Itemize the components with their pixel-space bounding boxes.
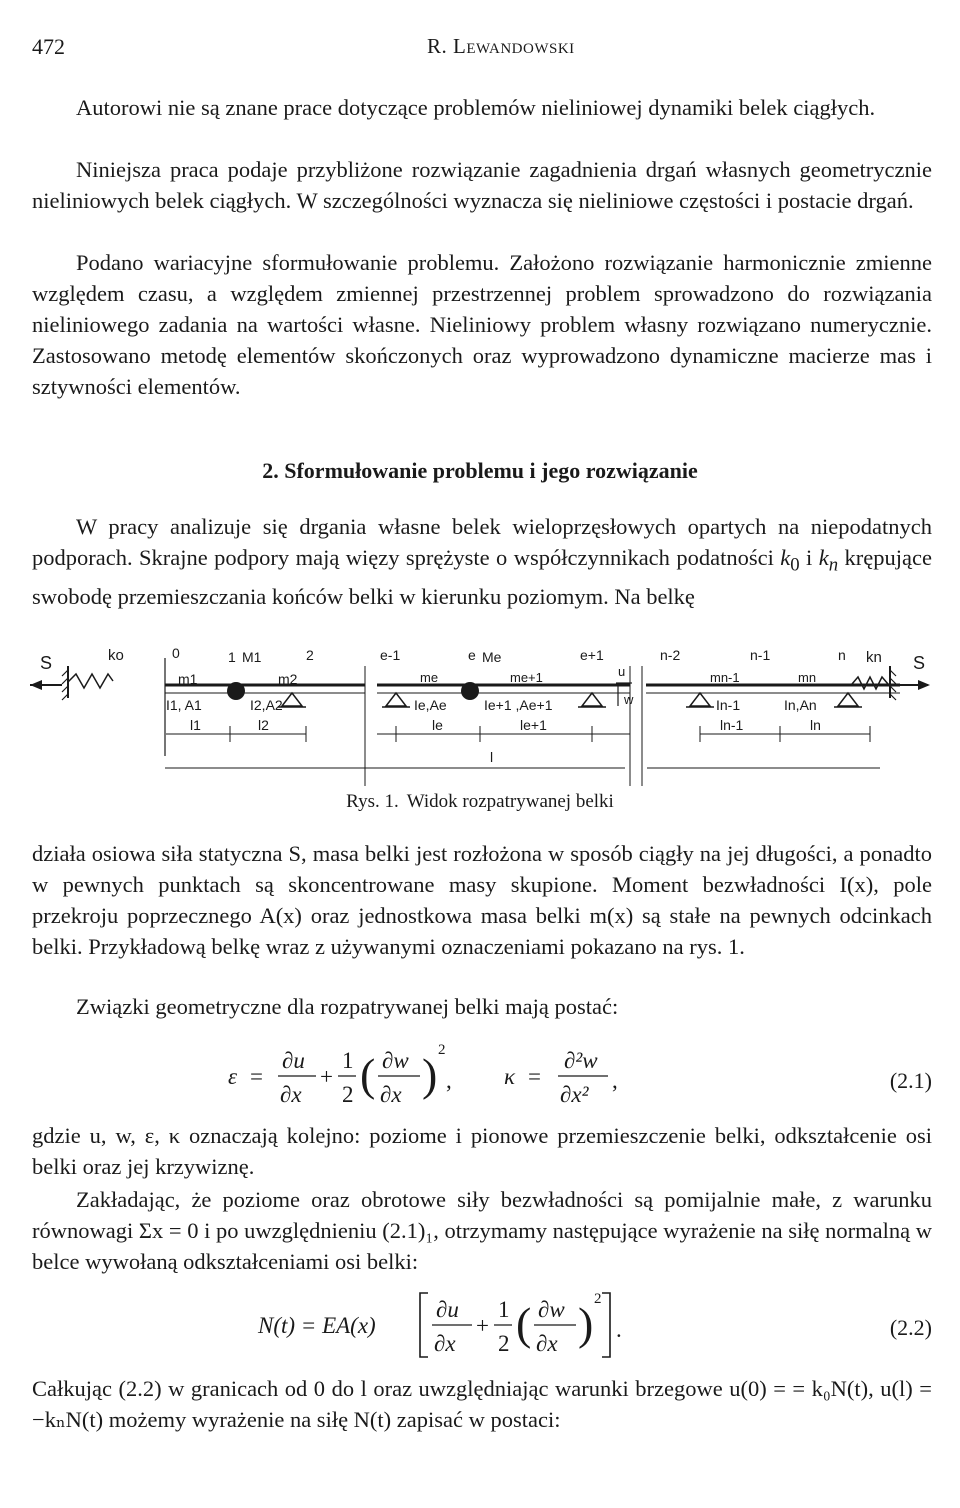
section-text-conj: i: [799, 545, 819, 570]
label-I1A1: I1, A1: [166, 697, 202, 713]
eq2-plus: +: [476, 1313, 489, 1338]
label-l1: l1: [190, 717, 201, 733]
section-heading: 2. Sformułowanie problemu i jego rozwiązanie: [262, 458, 698, 483]
eq1-comma-2: ,: [612, 1068, 618, 1093]
equation-2-2-body: [0, 1283, 960, 1367]
mass-M1: [227, 682, 245, 700]
figure-caption: [0, 791, 960, 813]
eq2-one: 1: [498, 1297, 510, 1322]
eq1-square: 2: [438, 1042, 446, 1058]
support-2: [282, 693, 302, 706]
body-paragraph-5: [32, 1373, 932, 1435]
label-IeAe: Ie,Ae: [414, 697, 447, 713]
eq1-plus: +: [320, 1064, 333, 1089]
body-text-2: Związki geometryczne dla rozpatrywanej belki mają postać:: [76, 994, 619, 1019]
eq2-du: ∂u: [436, 1297, 459, 1322]
eq1-lparen: (: [360, 1049, 376, 1100]
body-paragraph-3: [32, 1120, 932, 1182]
label-mn: mn: [798, 670, 817, 685]
body-text-4: Zakładając, że poziome oraz obrotowe siły bezwładności są pomijalnie małe, z warunku równowagi Σx = 0 i po uwzględnieniu (2.1)₁, otrzymamy następujące wyrażenie na siłę normalną w belce wywołaną odkształceniami osi belki:: [32, 1187, 932, 1274]
label-ln: ln: [810, 717, 821, 733]
author-surname: Lewandowski: [453, 34, 575, 58]
support-e-minus: [386, 693, 406, 706]
body-text-3: gdzie u, w, ε, κ oznaczają kolejno: poziome i pionowe przemieszczenie belki, odkształcenie osi belki oraz jej krzywiznę.: [32, 1123, 932, 1179]
spring-kn: [852, 677, 888, 689]
spring-k0: [68, 674, 113, 688]
eq2-rbracket: [602, 1293, 610, 1357]
body-text-1: działa osiowa siła statyczna S, masa belki jest rozłożona w sposób ciągły na jej długości, a ponadto w pewnych punktach są skoncentrowane masy skupione. Moment bezwładności I(x), pole przekroju poprzecznego A(x) oraz jednostkowa masa belki m(x) są stałe na pewnych odcinkach belki. Przykładową belkę wraz z używanymi oznaczeniami pokazano na rys. 1.: [32, 841, 932, 959]
eq2-dx: ∂x: [434, 1331, 456, 1356]
label-node-0: 0: [172, 645, 180, 661]
label-Me: Me: [482, 649, 502, 665]
eq2-lparen: (: [516, 1298, 532, 1349]
label-e: e: [468, 647, 476, 663]
beam-figure: [20, 636, 940, 796]
label-k0: ko: [108, 647, 124, 664]
intro-paragraph-3: [32, 247, 932, 402]
label-ln1: ln-1: [720, 717, 744, 733]
equation-2-1-svg: [220, 1040, 740, 1112]
intro-text-1: Autorowi nie są znane prace dotyczące problemów nieliniowej dynamiki belek ciągłych.: [76, 95, 876, 120]
section-paragraph-1: [32, 511, 932, 612]
equation-2-1-number: (2.1): [889, 1068, 932, 1093]
eq2-rparen: ): [578, 1298, 594, 1349]
label-m1: m1: [178, 671, 198, 687]
eq1-eq: =: [250, 1064, 263, 1089]
mass-Me: [461, 682, 479, 700]
intro-paragraph-1: [32, 92, 932, 123]
label-w: w: [624, 692, 634, 707]
symbol-k0: k: [780, 545, 791, 570]
eq1-d2w: ∂²w: [564, 1048, 598, 1073]
label-l: l: [490, 749, 494, 765]
author-initial: R.: [427, 34, 448, 58]
label-n-minus2: n-2: [660, 647, 681, 663]
label-kn: kn: [866, 649, 882, 666]
label-node-2: 2: [306, 647, 314, 663]
label-n: n: [838, 647, 846, 663]
eq1-du: ∂u: [282, 1048, 305, 1073]
label-s-left: S: [40, 653, 53, 673]
section-text-1a: W pracy analizuje się drgania własne belek wieloprzęsłowych opartych na niepodatnych podporach. Skrajne podpory mają więzy sprężyste o współczynnikach podatności: [32, 514, 932, 570]
equation-2-2-svg: [250, 1283, 710, 1367]
label-me: me: [420, 670, 439, 685]
label-In1: In-1: [716, 697, 741, 713]
label-le1: le+1: [520, 717, 547, 733]
running-header: [32, 34, 930, 64]
label-l2: l2: [258, 717, 269, 733]
eq1-rparen: ): [422, 1049, 438, 1100]
body-text-5: Całkując (2.2) w granicach od 0 do l oraz uwzględniając warunki brzegowe u(0) = = k₀N(t), u(l) = −kₙN(t) możemy wyrażenie na siłę N(t) zapisać w postaci:: [32, 1376, 932, 1432]
eq1-dx2: ∂x²: [560, 1082, 589, 1107]
running-author: [427, 34, 575, 59]
label-e-minus: e-1: [380, 647, 401, 663]
label-m2: m2: [278, 671, 298, 687]
eq1-kappa: κ: [504, 1064, 516, 1089]
label-I2A2: I2,A2: [250, 697, 283, 713]
symbol-kn-sub: n: [828, 554, 839, 576]
intro-text-2: Niniejsza praca podaje przybliżone rozwiązanie zagadnienia drgań własnych geometrycznie nieliniowych belek ciągłych. W szczególności wyznacza się nieliniowe częstości i postacie drgań.: [32, 157, 932, 213]
label-n-minus1: n-1: [750, 647, 771, 663]
page-number: 472: [32, 34, 65, 59]
symbol-kn: k: [818, 545, 829, 570]
label-node-1: 1: [228, 649, 236, 665]
label-InAn: In,An: [784, 697, 817, 713]
section-text-1: [32, 511, 932, 612]
equation-2-1: [0, 1040, 960, 1112]
equation-2-2: [0, 1283, 960, 1367]
eq2-dw: ∂w: [538, 1297, 565, 1322]
eq2-lhs: N(t) = EA(x): [258, 1313, 376, 1338]
eq2-square: 2: [594, 1291, 602, 1307]
support-e-plus: [582, 693, 602, 706]
label-mn1: mn-1: [710, 670, 740, 685]
body-paragraph-4: [32, 1184, 932, 1277]
eq1-dx: ∂x: [280, 1082, 302, 1107]
force-s-right-arrowhead: [918, 680, 930, 690]
label-s-right: S: [913, 653, 926, 673]
label-me1: me+1: [510, 670, 543, 685]
eq1-dw: ∂w: [382, 1048, 409, 1073]
body-paragraph-1: [32, 838, 932, 962]
label-M1: M1: [242, 649, 262, 665]
label-Ie1Ae1: Ie+1 ,Ae+1: [484, 697, 553, 713]
body-paragraph-2: [32, 991, 932, 1022]
equation-2-2-number: (2.2): [889, 1315, 932, 1340]
eq2-dx-2: ∂x: [536, 1331, 558, 1356]
intro-text-3: Podano wariacyjne sformułowanie problemu. Założono rozwiązanie harmonicznie zmienne względem czasu, a względem zmiennej przestrzennej problem sprowadzono do rozwiązania nieliniowego zadania na wartości własne. Nieliniowy problem własny rozwiązano numerycznie. Zastosowano metodę elementów skończonych oraz wyprowadzono dynamiczne macierze mas i sztywności elementów.: [32, 250, 932, 399]
force-s-left-arrowhead: [30, 680, 42, 690]
eq2-lbracket: [420, 1293, 428, 1357]
label-le: le: [432, 717, 443, 733]
eq1-comma: ,: [446, 1068, 452, 1093]
support-n-minus2: [690, 693, 710, 706]
eq1-two: 2: [342, 1082, 354, 1107]
label-u: u: [618, 664, 626, 679]
figure-caption-label: Rys. 1.: [346, 791, 399, 812]
eq1-one: 1: [342, 1048, 354, 1073]
section-text-1b: krępujące swobodę przemieszczania końców belki w kierunku poziomym. Na belkę: [32, 545, 932, 609]
eq1-eq-2: =: [528, 1064, 541, 1089]
eq1-dx-2: ∂x: [380, 1082, 402, 1107]
label-e-plus: e+1: [580, 647, 604, 663]
intro-paragraph-2: [32, 154, 932, 216]
eq1-eps: ε: [228, 1064, 238, 1089]
eq2-two: 2: [498, 1331, 510, 1356]
figure-caption-text: Widok rozpatrywanej belki: [406, 791, 614, 812]
support-n-minus1: [838, 693, 858, 706]
equation-2-1-body: [0, 1040, 960, 1112]
symbol-k0-sub: 0: [790, 554, 800, 576]
beam-diagram: [20, 636, 940, 796]
eq2-dot: .: [616, 1317, 622, 1342]
